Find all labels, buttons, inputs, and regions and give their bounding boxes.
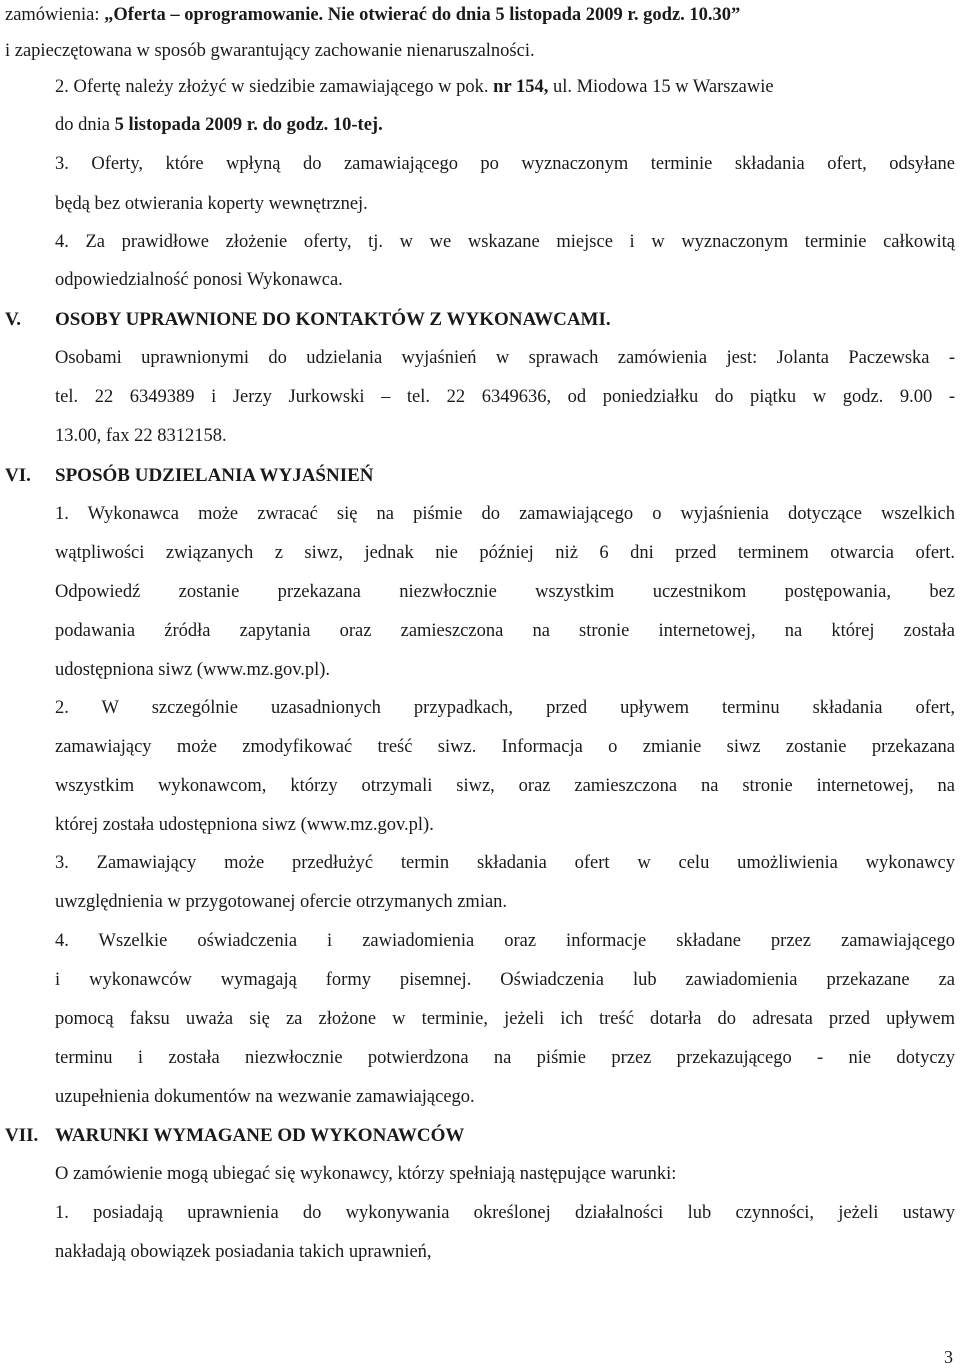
text-line: 4. Za prawidłowe złożenie oferty, tj. w we wskazane miejsce i w wyznaczonym terminie całkowitą bbox=[55, 232, 955, 252]
text-line: 13.00, fax 22 8312158. bbox=[55, 426, 227, 446]
text-line: będą bez otwierania koperty wewnętrznej. bbox=[55, 194, 368, 214]
section-title: OSOBY UPRAWNIONE DO KONTAKTÓW Z WYKONAWCAMI. bbox=[55, 309, 611, 330]
text-segment: ul. Miodowa 15 w Warszawie bbox=[548, 77, 774, 97]
text-segment: do dnia bbox=[55, 115, 115, 135]
bold-text-segment: „Oferta – oprogramowanie. Nie otwierać do dnia 5 listopada 2009 r. godz. 10.30” bbox=[104, 5, 741, 25]
text-line: zamawiający może zmodyfikować treść siwz. Informacja o zmianie siwz zostanie przekazana bbox=[55, 737, 955, 757]
text-line: i zapieczętowana w sposób gwarantujący zachowanie nienaruszalności. bbox=[5, 41, 535, 61]
text-segment: zamówienia: bbox=[5, 5, 105, 25]
text-line: uzupełnienia dokumentów na wezwanie zamawiającego. bbox=[55, 1087, 475, 1107]
section-number: VI. bbox=[5, 465, 31, 486]
page-number: 3 bbox=[944, 1347, 953, 1367]
text-segment: 2. Ofertę należy złożyć w siedzibie zamawiającego w pok. bbox=[55, 77, 494, 97]
section-title: WARUNKI WYMAGANE OD WYKONAWCÓW bbox=[55, 1125, 465, 1146]
text-line bbox=[5, 6, 740, 25]
text-line: i wykonawców wymagają formy pisemnej. Oświadczenia lub zawiadomienia przekazane za bbox=[55, 970, 955, 990]
text-line bbox=[55, 116, 383, 135]
text-line: wątpliwości związanych z siwz, jednak nie później niż 6 dni przed terminem otwarcia ofert. bbox=[55, 543, 955, 563]
text-line: O zamówienie mogą ubiegać się wykonawcy, którzy spełniają następujące warunki: bbox=[55, 1164, 677, 1184]
section-number: VII. bbox=[5, 1125, 39, 1146]
text-line: odpowiedzialność ponosi Wykonawca. bbox=[55, 270, 343, 290]
text-line: Osobami uprawnionymi do udzielania wyjaśnień w sprawach zamówienia jest: Jolanta Paczewska - bbox=[55, 348, 955, 368]
text-line: 4. Wszelkie oświadczenia i zawiadomienia oraz informacje składane przez zamawiającego bbox=[55, 931, 955, 951]
text-line: pomocą faksu uważa się za złożone w terminie, jeżeli ich treść dotarła do adresata przed upływem bbox=[55, 1009, 955, 1029]
text-line: udostępniona siwz (www.mz.gov.pl). bbox=[55, 660, 331, 680]
text-line: 3. Oferty, które wpłyną do zamawiającego po wyznaczonym terminie składania ofert, odsyłane bbox=[55, 154, 955, 174]
text-line: tel. 22 6349389 i Jerzy Jurkowski – tel. 22 6349636, od poniedziałku do piątku w godz. 9.00 - bbox=[55, 387, 955, 407]
text-line: wszystkim wykonawcom, którzy otrzymali siwz, oraz zamieszczona na stronie internetowej, na bbox=[55, 776, 955, 796]
text-line: uwzględnienia w przygotowanej ofercie otrzymanych zmian. bbox=[55, 892, 508, 912]
text-line: nakładają obowiązek posiadania takich uprawnień, bbox=[55, 1242, 432, 1262]
text-line: 1. Wykonawca może zwracać się na piśmie do zamawiającego o wyjaśnienia dotyczące wszelkich bbox=[55, 504, 955, 524]
section-number: V. bbox=[5, 309, 22, 330]
bold-text-segment: nr 154, bbox=[493, 77, 549, 97]
text-line: podawania źródła zapytania oraz zamieszczona na stronie internetowej, na której została bbox=[55, 621, 955, 641]
text-line: Odpowiedź zostanie przekazana niezwłocznie wszystkim uczestnikom postępowania, bez bbox=[55, 582, 955, 602]
text-line: 2. W szczególnie uzasadnionych przypadkach, przed upływem terminu składania ofert, bbox=[55, 698, 955, 718]
section-title: SPOSÓB UDZIELANIA WYJAŚNIEŃ bbox=[55, 465, 374, 486]
text-line: terminu i została niezwłocznie potwierdzona na piśmie przez przekazującego - nie dotyczy bbox=[55, 1048, 955, 1068]
text-line: 1. posiadają uprawnienia do wykonywania określonej działalności lub czynności, jeżeli ustawy bbox=[55, 1203, 955, 1223]
text-line bbox=[55, 78, 774, 97]
text-line: której została udostępniona siwz (www.mz.gov.pl). bbox=[55, 815, 434, 835]
bold-text-segment: 5 listopada 2009 r. do godz. 10-tej. bbox=[114, 115, 383, 135]
text-line: 3. Zamawiający może przedłużyć termin składania ofert w celu umożliwienia wykonawcy bbox=[55, 853, 955, 873]
